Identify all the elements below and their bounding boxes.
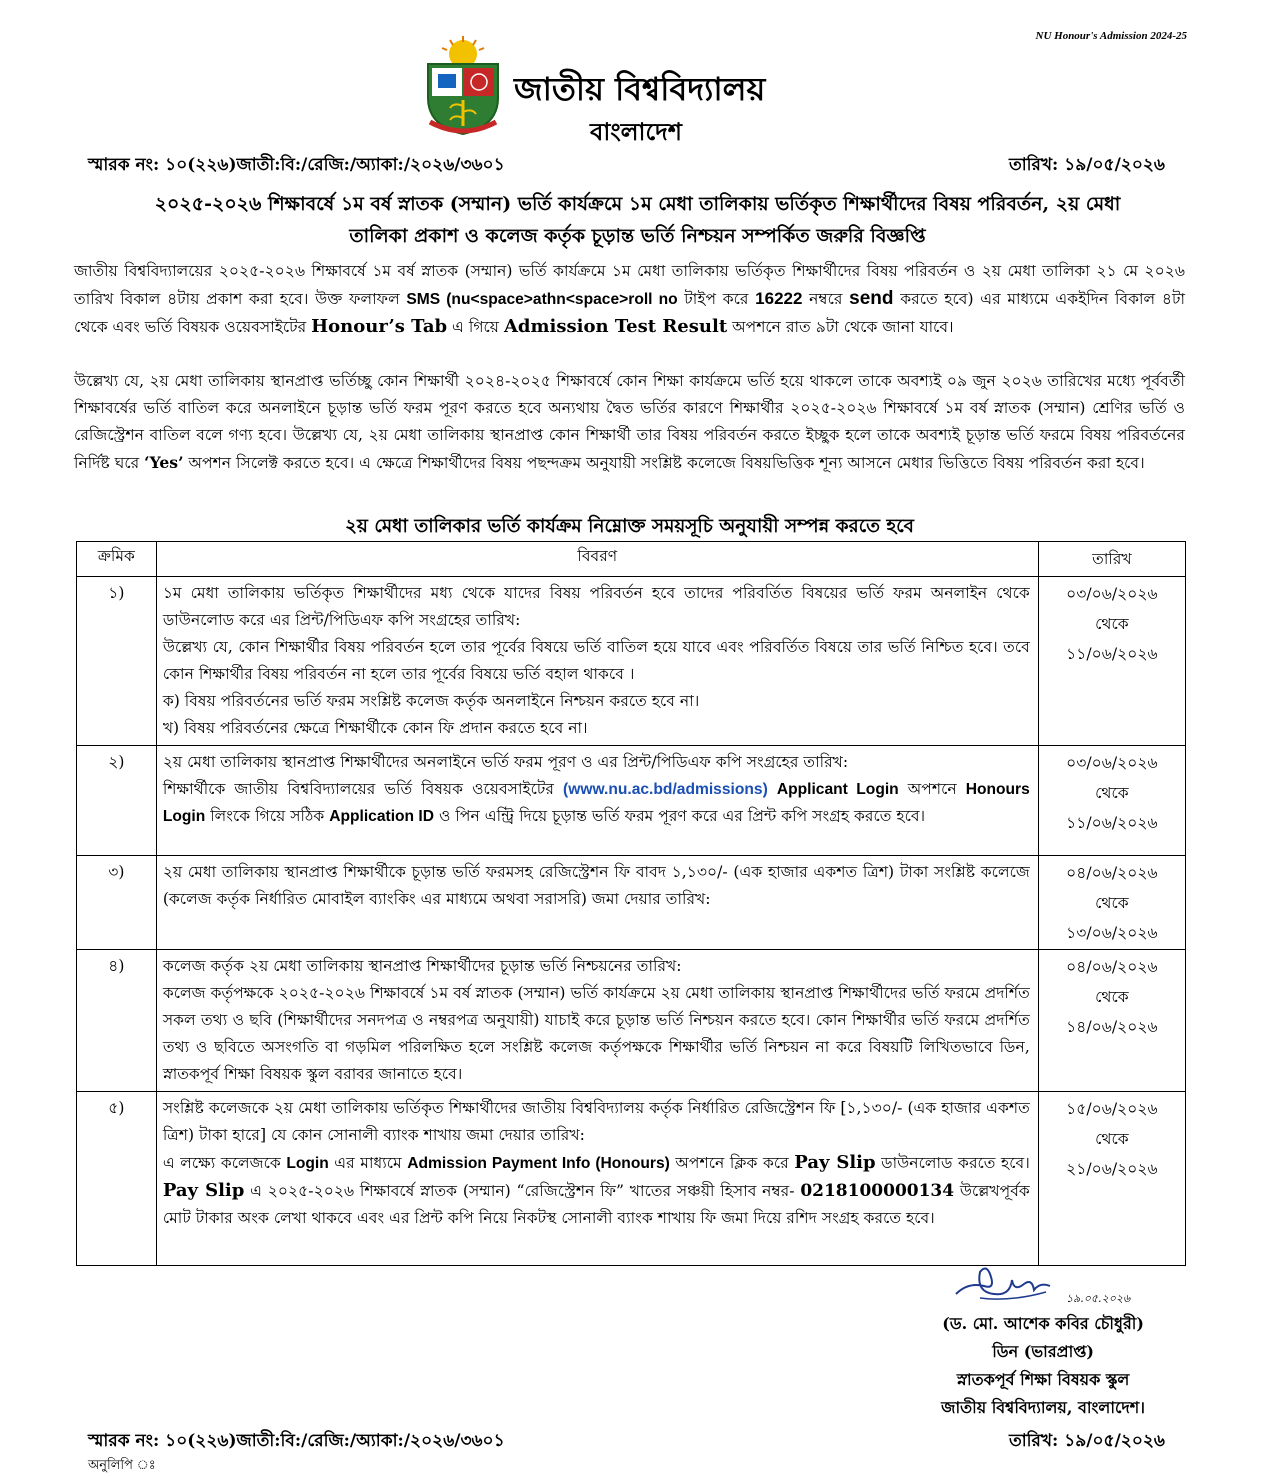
row-line: উল্লেখ্য যে, কোন শিক্ষার্থীর বিষয় পরিবর্তন হলে তার পূর্বের বিষয়ে ভর্তি বাতিল হয়ে যাবে এবং পরিবর্তিত বিষয়ে তার ভর্তি নিশ্চিত হবে। তবে কোন শিক্ষার্থীর বিষয় পরিবর্তন না হলে তার পূর্বের বিষয়ে ভর্তি বহাল থাকবে । (162, 638, 1030, 683)
signatory-block (941, 1310, 1145, 1422)
row-text: অপশনে (898, 780, 966, 798)
sms-number: 16222 (755, 289, 803, 308)
headline-line-2: তালিকা প্রকাশ ও কলেজ কর্তৃক চূড়ান্ত ভর্তি নিশ্চয়ন সম্পর্কিত জরুরি বিজ্ঞপ্তি (349, 225, 926, 247)
login-keyword: Login (286, 1155, 329, 1172)
row-text: ডাউনলোড করতে হবে। (875, 1154, 1030, 1172)
university-name: জাতীয় বিশ্ববিদ্যালয় (514, 70, 766, 108)
row-line: কলেজ কর্তৃপক্ষকে ২০২৫-২০২৬ শিক্ষাবর্ষে ১ম বর্ষ স্নাতক (সম্মান) ভর্তি কার্যক্রমে ২য় মেধা তালিকায় স্থানপ্রাপ্ত শিক্ষার্থীদের ভর্তি ফরমে প্রদর্শিত সকল তথ্য ও ছবি (শিক্ষার্থীদের সনদপত্র ও নম্বরপত্র অনুযায়ী) যাচাই করে চূড়ান্ত ভর্তি নিশ্চয়ন করতে হবে। কোন শিক্ষার্থীর ভর্তি ফরমে প্রদর্শিত তথ্য ও ছবিতে অসংগতি বা গড়মিল পরিলক্ষিত হলে সংশ্লিষ্ট কলেজ কর্তৃপক্ষকে শিক্ষার্থীর ভর্তি নিশ্চয়ন না করে বিষয়টি লিখিতভাবে ডিন, স্নাতকপূর্ব শিক্ষা বিষয়ক স্কুল বরাবর জানাতে হবে। (162, 984, 1030, 1083)
row-serial: ৩) (77, 856, 157, 950)
row-text: শিক্ষার্থীকে জাতীয় বিশ্ববিদ্যালয়ের ভর্তি বিষয়ক ওয়েবসাইটের (162, 780, 563, 798)
result-option: Admission Test Result (503, 316, 728, 337)
row-text: ও পিন এন্ট্রি দিয়ে চূড়ান্ত ভর্তি ফরম পূরণ করে এর প্রিন্ট কপি সংগ্রহ করতে হবে। (434, 807, 926, 825)
row-description (156, 577, 1038, 746)
sms-format: SMS (nu<space>athn<space>roll no (406, 291, 678, 308)
description-header: বিবরণ (156, 542, 1038, 577)
application-id: Application ID (329, 808, 435, 825)
date-separator: থেকে (1095, 615, 1129, 633)
row-line: সংশ্লিষ্ট কলেজকে ২য় মেধা তালিকায় ভর্তিকৃত শিক্ষার্থীদের জাতীয় বিশ্ববিদ্যালয় কর্তৃক নির্ধারিত রেজিস্ট্রেশন ফি [১,১৩০/- (এক হাজার একশত ত্রিশ) টাকা হারে] যে কোন সোনালী ব্যাংক শাখায় জমা দেয়ার তারিখ: (162, 1099, 1030, 1144)
paragraph-1-text: এ গিয়ে (447, 318, 504, 336)
row-line (163, 776, 1030, 830)
date-to: ১১/০৬/২০২৬ (1066, 814, 1158, 832)
row-date (1038, 1092, 1185, 1266)
signatory-title: ডিন (ভারপ্রাপ্ত) (992, 1342, 1094, 1361)
date-separator: থেকে (1095, 894, 1129, 912)
paragraph-2 (74, 368, 1185, 477)
date-separator: থেকে (1095, 988, 1129, 1006)
paragraph-2-text: উল্লেখ্য যে, ২য় মেধা তালিকায় স্থানপ্রাপ্ত ভর্তিচ্ছু কোন শিক্ষার্থী ২০২৪-২০২৫ শিক্ষাবর্ষে কোন শিক্ষা কার্যক্রমে ভর্তি হয়ে থাকলে তাকে অবশ্যই ০৯ জুন ২০২৬ তারিখের মধ্যে পূর্ববর্তী শিক্ষাবর্ষের ভর্তি বাতিল করে অনলাইনে চূড়ান্ত ভর্তি ফরম পূরণ করতে হবে অন্যথায় দ্বৈত ভর্তির কারণে শিক্ষার্থীর ২০২৫-২০২৬ শিক্ষাবর্ষে ১ম বর্ষ স্নাতক (সম্মান) শ্রেণির ভর্তি ও রেজিস্ট্রেশন বাতিল বলে গণ্য হবে। উল্লেখ্য যে, ২য় মেধা তালিকায় স্থানপ্রাপ্ত কোন শিক্ষার্থী তার বিষয় পরিবর্তন করতে ইচ্ছুক হলে তাকে অবশ্যই চূড়ান্ত ভর্তি ফরমে বিষয় পরিবর্তনের নির্দিষ্ট ঘরে (74, 372, 1185, 472)
signature-date: ১৯.০৫.২০২৬ (1066, 1292, 1131, 1305)
signature-icon (950, 1262, 1080, 1304)
row-text (768, 780, 777, 798)
honours-tab: Honour’s Tab (311, 316, 448, 337)
memo-row (88, 152, 1165, 180)
send-keyword: send (849, 288, 894, 309)
paragraph-2-text: অপশন সিলেক্ট করতে হবে। এ ক্ষেত্রে শিক্ষার্থীদের বিষয় পছন্দক্রম অনুযায়ী সংশ্লিষ্ট কলেজে বিষয়ভিত্তিক শূন্য আসনে মেধার ভিত্তিতে বিষয় পরিবর্তন করা হবে। (183, 454, 1145, 472)
date-to: ১৩/০৬/২০২৬ (1066, 924, 1158, 942)
payment-option: Admission Payment Info (Honours) (407, 1155, 670, 1172)
row-text: উল্লেখপূর্বক মোট টাকার অংক লেখা থাকবে এবং এর প্রিন্ট কপি নিয়ে নিকটস্থ সোনালী ব্যাংক শাখায় ফি জমা দিয়ে রশিদ সংগ্রহ করতে হবে। (162, 1182, 1030, 1227)
date-separator: থেকে (1095, 784, 1129, 802)
row-serial: ৫) (77, 1092, 157, 1266)
table-row (77, 577, 1186, 746)
row-text: লিংকে গিয়ে সঠিক (205, 807, 330, 825)
schedule-header-row (77, 542, 1186, 577)
memo-date: তারিখ: ১৯/০৫/২০২৬ (1008, 155, 1165, 175)
pay-slip-keyword: Pay Slip (162, 1180, 245, 1201)
row-line: খ) বিষয় পরিবর্তনের ক্ষেত্রে শিক্ষার্থীকে কোন ফি প্রদান করতে হবে না। (162, 719, 588, 737)
applicant-login: Applicant Login (776, 781, 899, 798)
row-date (1038, 950, 1185, 1092)
headline-line-1: ২০২৫-২০২৬ শিক্ষাবর্ষে ১ম বর্ষ স্নাতক (সম্মান) ভর্তি কার্যক্রমে ১ম মেধা তালিকায় ভর্তিকৃত শিক্ষার্থীদের বিষয় পরিবর্তন, ২য় মেধা (154, 193, 1121, 215)
row-description (156, 1092, 1038, 1266)
university-logo-icon (420, 36, 506, 136)
footer-memo-number: স্মারক নং: ১০(২২৬)জাতী:বি:/রেজি:/অ্যাকা:/২০২৬/৩৬০১ (88, 1431, 505, 1451)
date-from: ০৩/০৬/২০২৬ (1066, 754, 1158, 772)
account-number: 0218100000134 (800, 1181, 955, 1201)
row-date (1038, 856, 1185, 950)
footer-memo-date: তারিখ: ১৯/০৫/২০২৬ (1008, 1431, 1165, 1451)
row-line: ২য় মেধা তালিকায় স্থানপ্রাপ্ত শিক্ষার্থীদের অনলাইনে ভর্তি ফরম পূরণ ও এর প্রিন্ট/পিডিএফ কপি সংগ্রহের তারিখ: (162, 753, 849, 771)
footer-memo-row (88, 1428, 1165, 1456)
signatory-office: স্নাতকপূর্ব শিক্ষা বিষয়ক স্কুল (956, 1370, 1130, 1389)
copy-label: অনুলিপি ঃ (88, 1458, 156, 1473)
row-line: ক) বিষয় পরিবর্তনের ভর্তি ফরম সংশ্লিষ্ট কলেজ কর্তৃক অনলাইনে নিশ্চয়ন করতে হবে না। (162, 692, 700, 710)
paragraph-1-text: জাতীয় বিশ্ববিদ্যালয়ের ২০২৫-২০২৬ শিক্ষাবর্ষে ১ম বর্ষ স্নাতক (সম্মান) ভর্তি কার্যক্রমে ১ম মেধা তালিকায় ভর্তিকৃত শিক্ষার্থীদের বিষয় পরিবর্তন ও ২য় মেধা তালিকা ২১ মে ২০২৬ তারিখ বিকাল ৪টায় প্রকাশ করা হবে। উক্ত ফলাফল (74, 262, 1185, 308)
date-from: ০৪/০৬/২০২৬ (1066, 958, 1158, 976)
serial-header: ক্রমিক (77, 542, 157, 577)
paragraph-1 (74, 258, 1185, 341)
row-line: ১ম মেধা তালিকায় ভর্তিকৃত শিক্ষার্থীদের মধ্য থেকে যাদের বিষয় পরিবর্তন হবে তাদের পরিবর্তিত বিষয়ের ভর্তি ফরম অনলাইন থেকে ডাউনলোড করে এর প্রিন্ট/পিডিএফ কপি সংগ্রহের তারিখ: (162, 584, 1030, 629)
memo-number: স্মারক নং: ১০(২২৬)জাতী:বি:/রেজি:/অ্যাকা:/২০২৬/৩৬০১ (88, 155, 505, 175)
yes-option: ‘Yes’ (144, 453, 184, 472)
honours-login: Honours Login (162, 781, 1030, 825)
table-row (77, 856, 1186, 950)
date-header: তারিখ (1038, 542, 1185, 577)
row-text: অপশনে ক্লিক করে (669, 1154, 795, 1172)
table-row (77, 950, 1186, 1092)
pay-slip-keyword: Pay Slip (794, 1152, 876, 1173)
row-text: এর মাধ্যমে (328, 1154, 408, 1172)
row-date (1038, 746, 1185, 856)
row-description (156, 950, 1038, 1092)
table-row (77, 746, 1186, 856)
row-serial: ১) (77, 577, 157, 746)
date-from: ০৩/০৬/২০২৬ (1066, 585, 1158, 603)
notice-headline (90, 188, 1185, 252)
signatory-org: জাতীয় বিশ্ববিদ্যালয়, বাংলাদেশ। (941, 1398, 1145, 1417)
row-line (163, 1149, 1030, 1232)
paragraph-1-text: নম্বরে (802, 290, 850, 308)
row-serial: ৪) (77, 950, 157, 1092)
date-from: ১৫/০৬/২০২৬ (1066, 1100, 1158, 1118)
table-row (77, 1092, 1186, 1266)
row-text: এ ২০২৫-২০২৬ শিক্ষাবর্ষে স্নাতক (সম্মান) “রেজিস্ট্রেশন ফি” খাতের সঞ্চয়ী হিসাব নম্বর- (244, 1182, 801, 1200)
schedule-title: ২য় মেধা তালিকার ভর্তি কার্যক্রম নিম্নোক্ত সময়সূচি অনুযায়ী সম্পন্ন করতে হবে (345, 516, 914, 537)
schedule-table (76, 541, 1186, 1266)
row-text: এ লক্ষ্যে কলেজকে (162, 1154, 287, 1172)
row-line: কলেজ কর্তৃক ২য় মেধা তালিকায় স্থানপ্রাপ্ত শিক্ষার্থীদের চূড়ান্ত ভর্তি নিশ্চয়নের তারিখ: (162, 957, 682, 975)
row-description (156, 746, 1038, 856)
date-separator: থেকে (1095, 1130, 1129, 1148)
paragraph-1-text: করতে হবে) এর মাধ্যমে একইদিন বিকাল ৪টা থেকে এবং ভর্তি বিষয়ক ওয়েবসাইটের (74, 290, 1185, 336)
university-country: বাংলাদেশ (590, 117, 682, 146)
date-to: ১৪/০৬/২০২৬ (1066, 1018, 1158, 1036)
date-to: ২১/০৬/২০২৬ (1066, 1160, 1158, 1178)
signatory-name: (ড. মো. আশেক কবির চৌধুরী) (942, 1314, 1144, 1333)
corner-note: NU Honour's Admission 2024-25 (1035, 30, 1187, 42)
paragraph-1-text: অপশনে রাত ৯টা থেকে জানা যাবে। (727, 318, 954, 336)
row-description: ২য় মেধা তালিকায় স্থানপ্রাপ্ত শিক্ষার্থীকে চূড়ান্ত ভর্তি ফরমসহ রেজিস্ট্রেশন ফি বাবদ ১,১৩০/- (এক হাজার একশত ত্রিশ) টাকা সংশ্লিষ্ট কলেজে (কলেজ কর্তৃক নির্ধারিত মোবাইল ব্যাংকিং এর মাধ্যমে অথবা সরাসরি) জমা দেয়ার তারিখ: (156, 856, 1038, 950)
row-serial: ২) (77, 746, 157, 856)
paragraph-1-text: টাইপ করে (677, 290, 756, 308)
date-to: ১১/০৬/২০২৬ (1066, 645, 1158, 663)
date-from: ০৪/০৬/২০২৬ (1066, 864, 1158, 882)
admissions-link[interactable]: (www.nu.ac.bd/admissions) (563, 781, 768, 798)
row-date (1038, 577, 1185, 746)
